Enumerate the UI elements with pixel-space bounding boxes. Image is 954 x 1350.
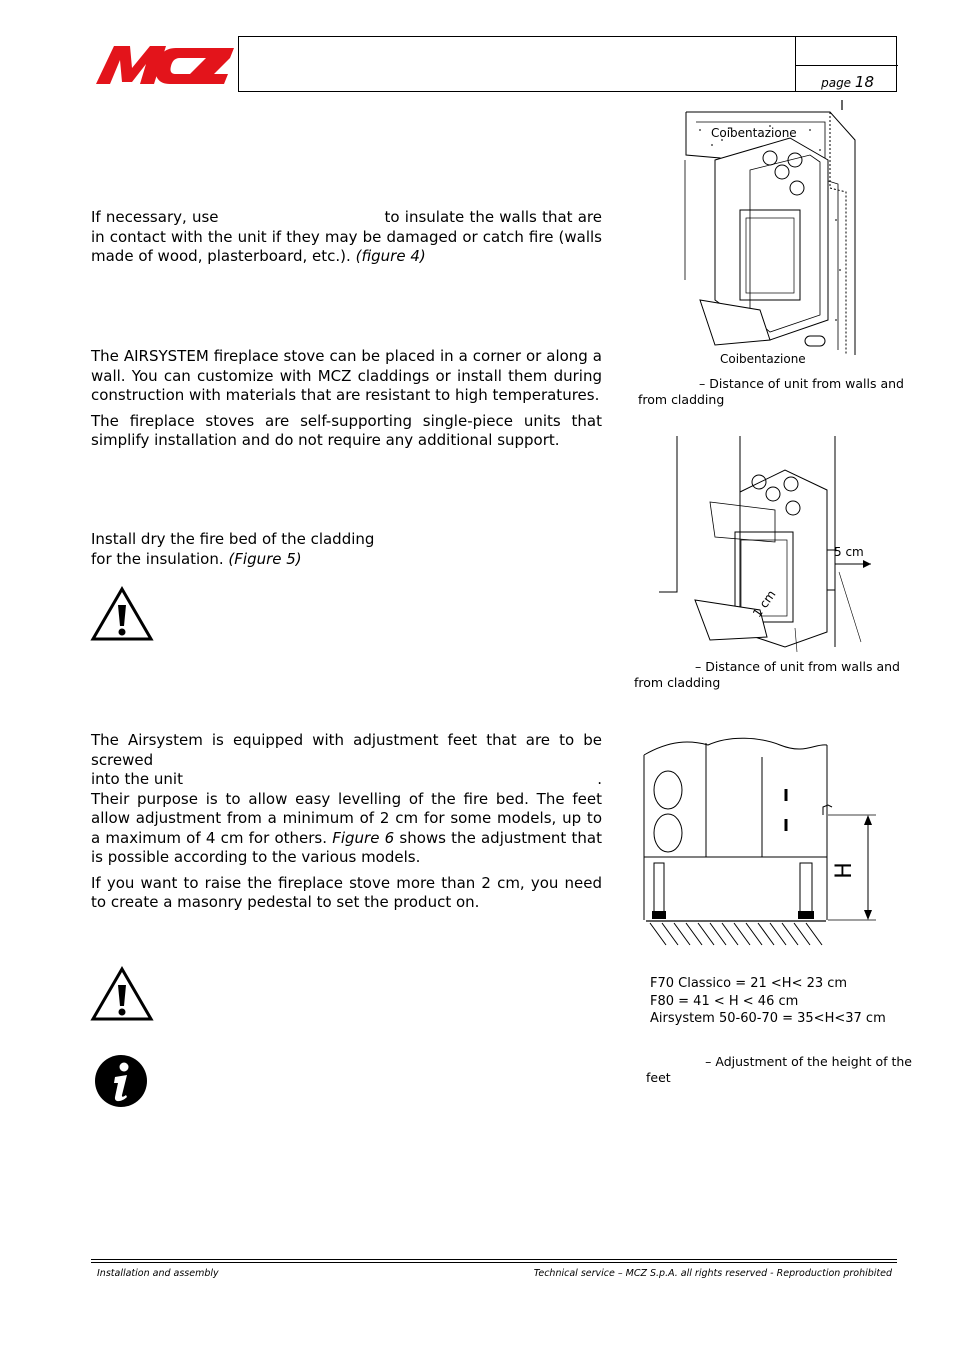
- figure-6-drawing: [640, 735, 880, 950]
- figure-6-spec-f70: F70 Classico = 21 <H< 23 cm: [650, 976, 848, 991]
- footer-right: Technical service – MCZ S.p.A. all rights reserved - Reproduction prohibited: [533, 1268, 892, 1279]
- warning-icon: [90, 586, 154, 642]
- figure-4-caption: – Distance of unit from walls and from cladding: [638, 376, 904, 407]
- info-icon: [93, 1053, 149, 1109]
- firebed-text-b: for the insulation.: [91, 549, 224, 568]
- footer-left: Installation and assembly: [97, 1268, 219, 1279]
- firebed-paragraph: [91, 530, 391, 569]
- insulation-figure-ref: (figure 4): [355, 247, 426, 265]
- header-box: [238, 36, 897, 92]
- feet-section: The Airsystem is equipped with adjustment feet that are to be screwed into the unit . Their purpose is to allow easy levelling of the fire bed. The feet allow adjustment from a minimum of 2 cm for some models, up to a maximum of 4 cm for others. Figure 6 shows the adjustment that is possible according to the various models. If you want to raise the fireplace stove more than 2 cm, you need to create a masonry pedestal to set the product on.: [91, 731, 602, 911]
- placement-paragraph-1: The AIRSYSTEM fireplace stove can be placed in a corner or along a wall. You can customize with MCZ claddings or install them during construction with materials that are resistant to high temperatures.: [91, 347, 602, 404]
- figure-4-label-bottom: Coibentazione: [720, 352, 806, 366]
- figure-6-specs: [650, 975, 886, 1028]
- mcz-logo-graphic: [92, 42, 234, 86]
- figure-5-label-1cm: 1 cm: [750, 587, 779, 621]
- placement-section: [91, 347, 602, 451]
- firebed-text-a: Install dry the fire bed of the cladding: [91, 530, 375, 548]
- figure-6-spec-airsystem: Airsystem 50-60-70 = 35<H<37 cm: [650, 1011, 886, 1026]
- figure-6-label-h: H: [831, 862, 857, 879]
- figure-5-caption: – Distance of unit from walls and from cladding: [634, 659, 900, 690]
- figure-4-label-top: Coibentazione: [711, 126, 797, 140]
- feet-paragraph-2: Their purpose is to allow easy levelling of the fire bed. The feet allow adjustment from a minimum of 2 cm for some models, up to a maximum of 4 cm for others. Figure 6 shows the adjustment that is possible according to the various models.: [91, 789, 602, 866]
- figure-6-caption: – Adjustment of the height of the feet: [646, 1054, 912, 1085]
- page-cell: [795, 37, 898, 91]
- feet-paragraph-1a: The Airsystem is equipped with adjustment feet that are to be screwed: [91, 731, 602, 769]
- firebed-figure-ref: (Figure 5): [228, 549, 302, 568]
- insulation-text-a: If necessary, use: [91, 208, 219, 226]
- placement-paragraph-2: The fireplace stoves are self-supporting single-piece units that simplify installation and do not require any additional support.: [91, 411, 602, 449]
- footer-rule-thin: [91, 1262, 897, 1263]
- figure-5-drawing: [655, 432, 875, 652]
- warning-icon: [90, 966, 154, 1022]
- mcz-logo: [92, 42, 234, 86]
- figure-6-spec-f80: F80 = 41 < H < 46 cm: [650, 993, 799, 1009]
- feet-figure-ref: Figure 6: [332, 828, 395, 847]
- feet-paragraph-3: If you want to raise the fireplace stove more than 2 cm, you need to create a masonry pedestal to set the product on.: [91, 873, 602, 911]
- footer-rule: [91, 1259, 897, 1260]
- page-number: page 18: [821, 73, 874, 91]
- feet-paragraph-1b: into the unit: [91, 770, 183, 788]
- insulation-text-b: to insulate the walls that are in contact with the unit if they may be damaged or catch fire (walls made of wood, plasterboard, etc.).: [91, 208, 603, 265]
- insulation-paragraph: [91, 208, 602, 267]
- figure-5-label-5cm: 5 cm: [834, 545, 864, 559]
